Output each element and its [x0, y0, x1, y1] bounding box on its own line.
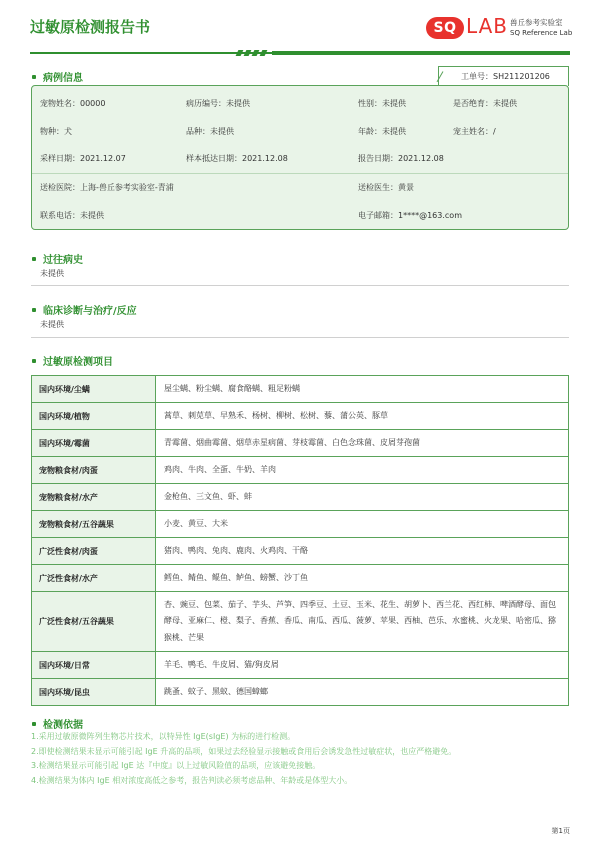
sample-date-field: 采样日期：2021.12.07: [40, 154, 126, 163]
case-section-title: 病例信息: [32, 69, 83, 84]
diagnosis-section-title: 临床诊断与治疗/反应: [32, 302, 137, 317]
table-row: [32, 457, 569, 484]
category-cell: 广泛性食材/五谷蔬果: [32, 592, 156, 652]
basis-line: 2.即使检测结果未显示可能引起 IgE 升高的品项，如果过去经验显示接触或食用后会诱发急性过敏症状，也应严格避免。: [31, 746, 457, 756]
basis-line: 3.检测结果显示可能引起 IgE 达『中度』以上过敏风险值的品项，应该避免接触。: [31, 761, 321, 770]
table-row: [32, 403, 569, 430]
category-cell: 国内环境/霉菌: [32, 430, 156, 457]
species-field: 物种：犬: [40, 127, 72, 136]
items-cell: 屋尘螨、粉尘螨、腐食酪螨、粗足粉螨: [156, 376, 569, 403]
arrival-date-field: 样本抵达日期：2021.12.08: [186, 154, 288, 163]
items-cell: 青霉菌、烟曲霉菌、烟草赤星病菌、芽枝霉菌、白色念珠菌、皮屑芽孢菌: [156, 430, 569, 457]
table-row: [32, 376, 569, 403]
allergen-table: [31, 375, 569, 706]
neutered-field: 是否绝育：未提供: [453, 99, 517, 108]
table-row: [32, 652, 569, 679]
category-cell: 宠物粮食材/五谷蔬果: [32, 511, 156, 538]
items-cell: 小麦、黄豆、大米: [156, 511, 569, 538]
basis-line: 1.采用过敏原微阵列生物芯片技术，以特异性 IgE(sIgE) 为标的进行检测。: [31, 732, 296, 741]
doctor-field: 送检医生：黄景: [358, 183, 414, 192]
items-cell: 猪肉、鸭肉、兔肉、鹿肉、火鸡肉、干酪: [156, 538, 569, 565]
sex-field: 性别：未提供: [358, 99, 406, 108]
owner-field: 宠主姓名：/: [453, 127, 496, 136]
category-cell: 国内环境/日常: [32, 652, 156, 679]
report-date-field: 报告日期：2021.12.08: [358, 154, 444, 163]
bullet-icon: [32, 359, 36, 363]
items-cell: 鸡肉、牛肉、全蛋、牛奶、羊肉: [156, 457, 569, 484]
logo-english-name: SQ Reference Lab: [510, 29, 573, 37]
basis-notes: [31, 730, 571, 788]
section-divider: [31, 285, 569, 286]
info-divider: [32, 173, 568, 174]
category-cell: 宠物粮食材/肉蛋: [32, 457, 156, 484]
history-value: 未提供: [40, 269, 64, 278]
lab-logo: [426, 13, 576, 45]
logo-chinese-name: 兽丘参考实验室: [510, 18, 563, 27]
category-cell: 宠物粮食材/水产: [32, 484, 156, 511]
phone-field: 联系电话：未提供: [40, 211, 104, 220]
basis-section-title: 检测依据: [32, 716, 83, 731]
bullet-icon: [32, 75, 36, 79]
work-order-number: 工单号：SH211201206: [438, 66, 569, 86]
tests-section-title: 过敏原检测项目: [32, 353, 113, 368]
table-row: [32, 679, 569, 706]
table-row: [32, 565, 569, 592]
age-field: 年龄：未提供: [358, 127, 406, 136]
record-no-field: 病历编号：未提供: [186, 99, 250, 108]
items-cell: 蒿草、刺苋草、早熟禾、杨树、柳树、松树、藜、蒲公英、豚草: [156, 403, 569, 430]
case-info-box: [31, 85, 569, 230]
section-divider: [31, 337, 569, 338]
hospital-field: 送检医院：上海-兽丘参考实验室-青浦: [40, 183, 174, 192]
items-cell: 杏、豌豆、包菜、茄子、芋头、芦笋、四季豆、土豆、玉米、花生、胡萝卜、西兰花、西红柿、啤酒酵母、面包酵母、亚麻仁、橙、梨子、香蕉、香瓜、南瓜、西瓜、菠萝、苹果、西柚、芭乐、水蜜桃、火龙果、哈密瓜、猕猴桃、芒果: [156, 592, 569, 652]
header-divider: [30, 50, 570, 58]
items-cell: 鳕鱼、鲭鱼、鲲鱼、鲈鱼、螃蟹、沙丁鱼: [156, 565, 569, 592]
bullet-icon: [32, 257, 36, 261]
breed-field: 品种：未提供: [186, 127, 234, 136]
page-number: 第1页: [551, 827, 570, 835]
logo-mark: SQ: [426, 17, 464, 39]
table-row: [32, 484, 569, 511]
category-cell: 国内环境/昆虫: [32, 679, 156, 706]
category-cell: 广泛性食材/肉蛋: [32, 538, 156, 565]
logo-text: LAB: [466, 14, 509, 38]
table-row: [32, 430, 569, 457]
basis-line: 4.检测结果为体内 IgE 相对浓度高低之参考，报告判读必须考虑品种、年龄或是体型大小。: [31, 775, 353, 785]
pet-name-field: 宠物姓名：00000: [40, 99, 106, 108]
items-cell: 金枪鱼、三文鱼、虾、蚌: [156, 484, 569, 511]
bullet-icon: [32, 308, 36, 312]
category-cell: 广泛性食材/水产: [32, 565, 156, 592]
report-title: 过敏原检测报告书: [30, 18, 151, 36]
bullet-icon: [32, 722, 36, 726]
table-row: [32, 511, 569, 538]
items-cell: 羊毛、鸭毛、牛皮屑、猫/狗皮屑: [156, 652, 569, 679]
table-row: [32, 538, 569, 565]
email-field: 电子邮箱：1****@163.com: [358, 211, 462, 220]
diagnosis-value: 未提供: [40, 320, 64, 329]
history-section-title: 过往病史: [32, 251, 83, 266]
category-cell: 国内环境/尘螨: [32, 376, 156, 403]
category-cell: 国内环境/植物: [32, 403, 156, 430]
table-row: [32, 592, 569, 652]
items-cell: 跳蚤、蚊子、黑蚁、德国蟑螂: [156, 679, 569, 706]
